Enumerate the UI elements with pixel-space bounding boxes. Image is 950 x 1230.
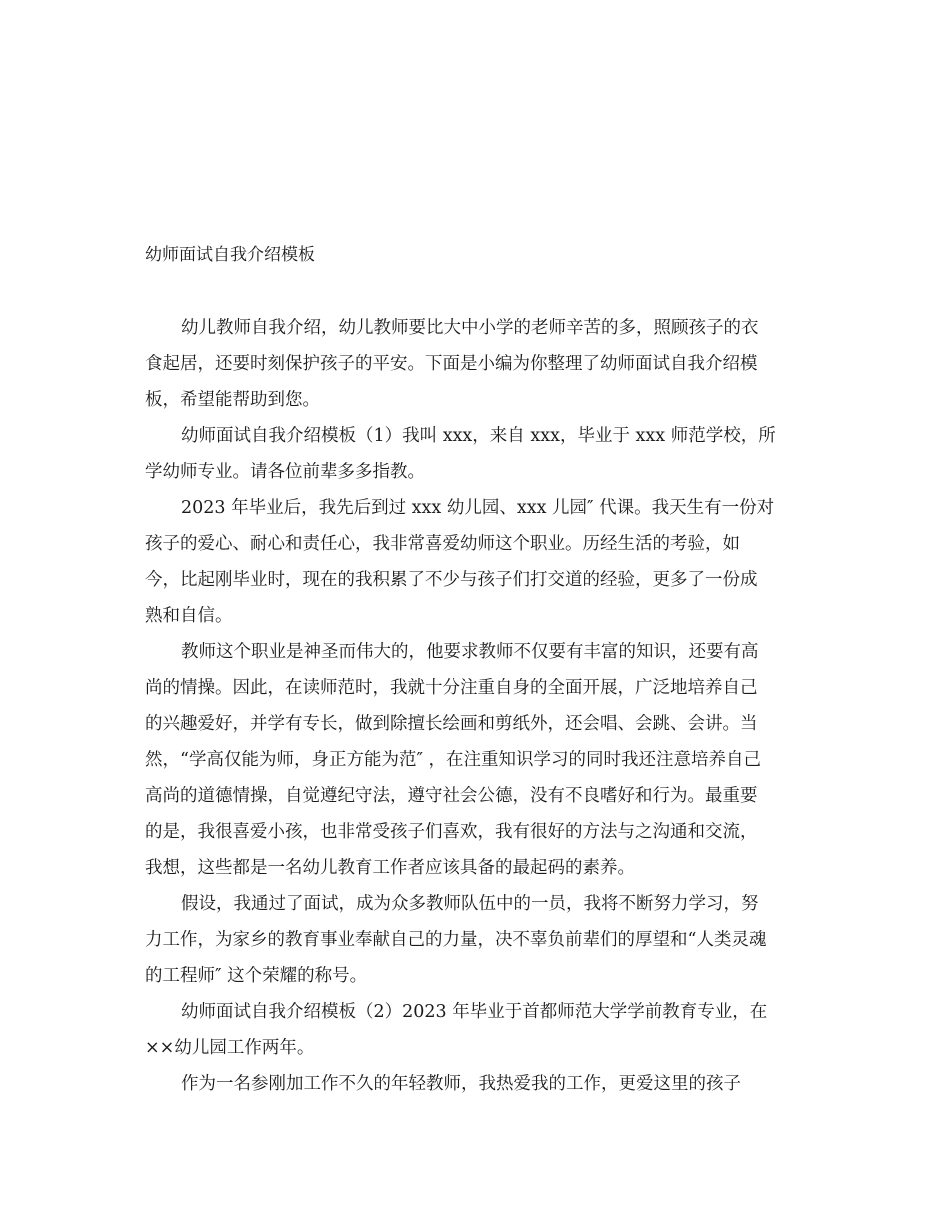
text-line: 幼师面试自我介绍模板（1）我叫 xxx，来自 xxx，毕业于 xxx 师范学校，所 (181, 426, 776, 446)
paragraph (145, 490, 825, 634)
text-line: 假设，我通过了面试，成为众多教师队伍中的一员，我将不断努力学习，努 (181, 894, 759, 914)
text-line: 学幼师专业。请各位前辈多多指教。 (145, 462, 425, 482)
text-line: 教师这个职业是神圣而伟大的，他要求教师不仅要有丰富的知识，还要有高 (181, 642, 759, 662)
text-line: 今，比起刚毕业时，现在的我积累了不少与孩子们打交道的经验，更多了一份成 (145, 570, 758, 590)
text-line: 我想，这些都是一名幼儿教育工作者应该具备的最起码的素养。 (145, 858, 635, 878)
text-line: 高尚的道德情操，自觉遵纪守法，遵守社会公德，没有不良嗜好和行为。最重要 (145, 786, 758, 806)
paragraph (145, 634, 825, 886)
paragraph (145, 994, 825, 1066)
text-line: 熟和自信。 (145, 606, 233, 626)
paragraph (145, 418, 825, 490)
document-title: 幼师面试自我介绍模板 (145, 245, 315, 265)
text-line: ××幼儿园工作两年。 (145, 1038, 315, 1058)
text-line: 的兴趣爱好，并学有专长，做到除擅长绘画和剪纸外，还会唱、会跳、会讲。当 (145, 714, 758, 734)
text-line: 作为一名参刚加工作不久的年轻教师，我热爱我的工作，更爱这里的孩子 (181, 1074, 741, 1094)
paragraph (145, 310, 825, 418)
text-line: 孩子的爱心、耐心和责任心，我非常喜爱幼师这个职业。历经生活的考验，如 (145, 534, 740, 554)
text-line: 幼师面试自我介绍模板（2）2023 年毕业于首都师范大学学前教育专业，在 (181, 1002, 768, 1022)
text-line: 2023 年毕业后，我先后到过 xxx 幼儿园、xxx 儿园″ 代课。我天生有一份对 (181, 498, 775, 518)
text-line: 尚的情操。因此，在读师范时，我就十分注重自身的全面开展，广泛地培养自己 (145, 678, 758, 698)
paragraph (145, 886, 825, 994)
text-line: 然，“学高仅能为师，身正方能为范″ ，在注重知识学习的同时我还注意培养自己 (145, 750, 762, 770)
text-line: 板，希望能帮助到您。 (145, 390, 320, 410)
text-line: 的工程师″ 这个荣耀的称号。 (145, 966, 368, 986)
text-line: 力工作，为家乡的教育事业奉献自己的力量，决不辜负前辈们的厚望和“人类灵魂 (145, 930, 767, 950)
document-body (145, 310, 825, 1102)
text-line: 食起居，还要时刻保护孩子的平安。下面是小编为你整理了幼师面试自我介绍模 (145, 354, 758, 374)
text-line: 的是，我很喜爱小孩，也非常受孩子们喜欢，我有很好的方法与之沟通和交流， (145, 822, 758, 842)
text-line: 幼儿教师自我介绍，幼儿教师要比大中小学的老师辛苦的多，照顾孩子的衣 (181, 318, 759, 338)
paragraph (145, 1066, 825, 1102)
